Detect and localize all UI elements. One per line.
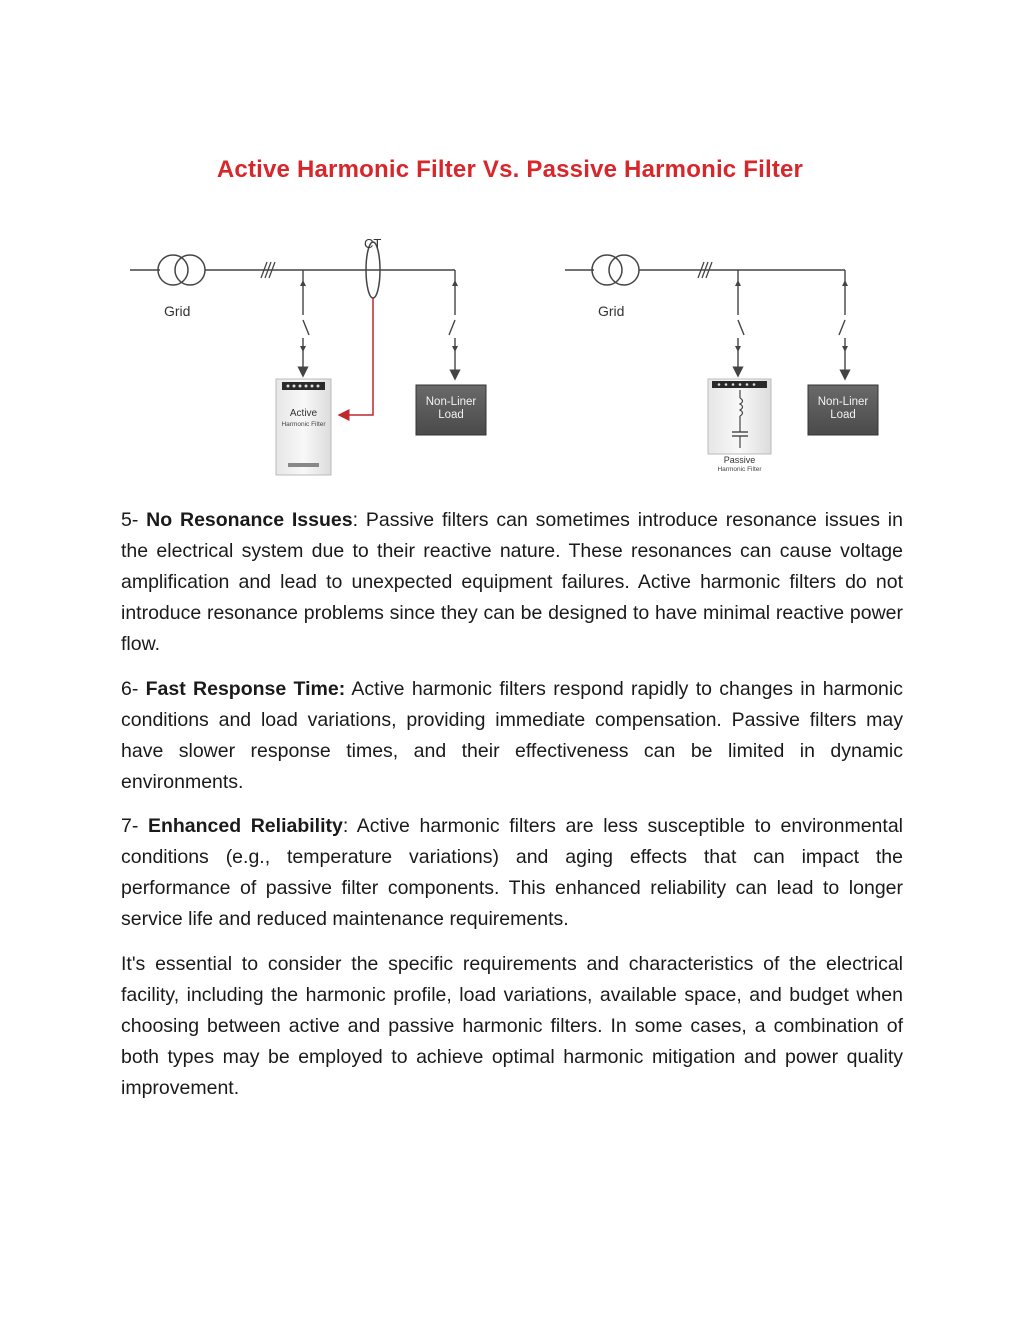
paragraph-reliability [121, 811, 903, 935]
item-heading: No Resonance Issues [146, 509, 353, 531]
ct-label: CT [364, 236, 382, 251]
comparison-figure [110, 150, 910, 490]
paragraph-fast-response [121, 674, 903, 798]
passive-filter-subtitle: Harmonic Filter [717, 466, 762, 473]
grid-label-right: Grid [598, 303, 625, 319]
switch-icon [449, 320, 455, 335]
figure-title: Active Harmonic Filter Vs. Passive Harmonic Filter [216, 156, 804, 183]
switch-icon [839, 320, 845, 335]
item-heading: Fast Response Time: [145, 677, 346, 700]
load-label-left-2: Load [438, 409, 464, 421]
active-filter-title: Active [289, 408, 318, 419]
item-heading: Enhanced Reliability [147, 815, 343, 837]
paragraph-conclusion [121, 949, 903, 1104]
filter-diagram [110, 150, 910, 490]
item-body: Active harmonic filters respond rapidly to changes in harmonic conditions and load variations, providing immediate compensation. Passive filters may have slower response times, and their effectiveness can be limited in dynamic environments. [121, 677, 903, 793]
passive-filter-diagram [565, 255, 878, 454]
item-number: 7- [121, 815, 148, 837]
item-number: 6- [121, 677, 146, 700]
load-label-right-2: Load [830, 409, 856, 421]
item-number: 5- [121, 509, 147, 531]
load-label-right-1: Non-Liner [817, 396, 869, 408]
passive-filter-title: Passive [723, 455, 756, 465]
transformer-icon [592, 255, 622, 285]
grid-label-left: Grid [164, 303, 191, 319]
active-filter-diagram [130, 242, 486, 475]
load-label-left-1: Non-Liner [425, 396, 477, 408]
transformer-icon [158, 255, 188, 285]
conclusion-body: It's essential to consider the specific requirements and characteristics of the electrical facility, including the harmonic profile, load variations, available space, and budget when choosing between active and passive harmonic filters. In some cases, a combination of both types may be employed to achieve optimal harmonic mitigation and power quality improvement. [121, 952, 903, 1099]
item-body: : Passive filters can sometimes introduce resonance issues in the electrical system due to their reactive nature. These resonances can cause voltage amplification and lead to unexpected equipment failures. Active harmonic filters do not introduce resonance problems since they can be designed to have minimal reactive power flow. [121, 509, 903, 655]
active-filter-subtitle: Harmonic Filter [281, 421, 326, 428]
switch-icon [738, 320, 744, 335]
paragraph-no-resonance [121, 505, 903, 660]
body-text [121, 505, 903, 1117]
switch-icon [303, 320, 309, 335]
item-body: : Active harmonic filters are less susceptible to environmental conditions (e.g., temperature variations) and aging effects that can impact the performance of passive filter components. This enhanced reliability can lead to longer service life and reduced maintenance requirements. [121, 815, 903, 930]
